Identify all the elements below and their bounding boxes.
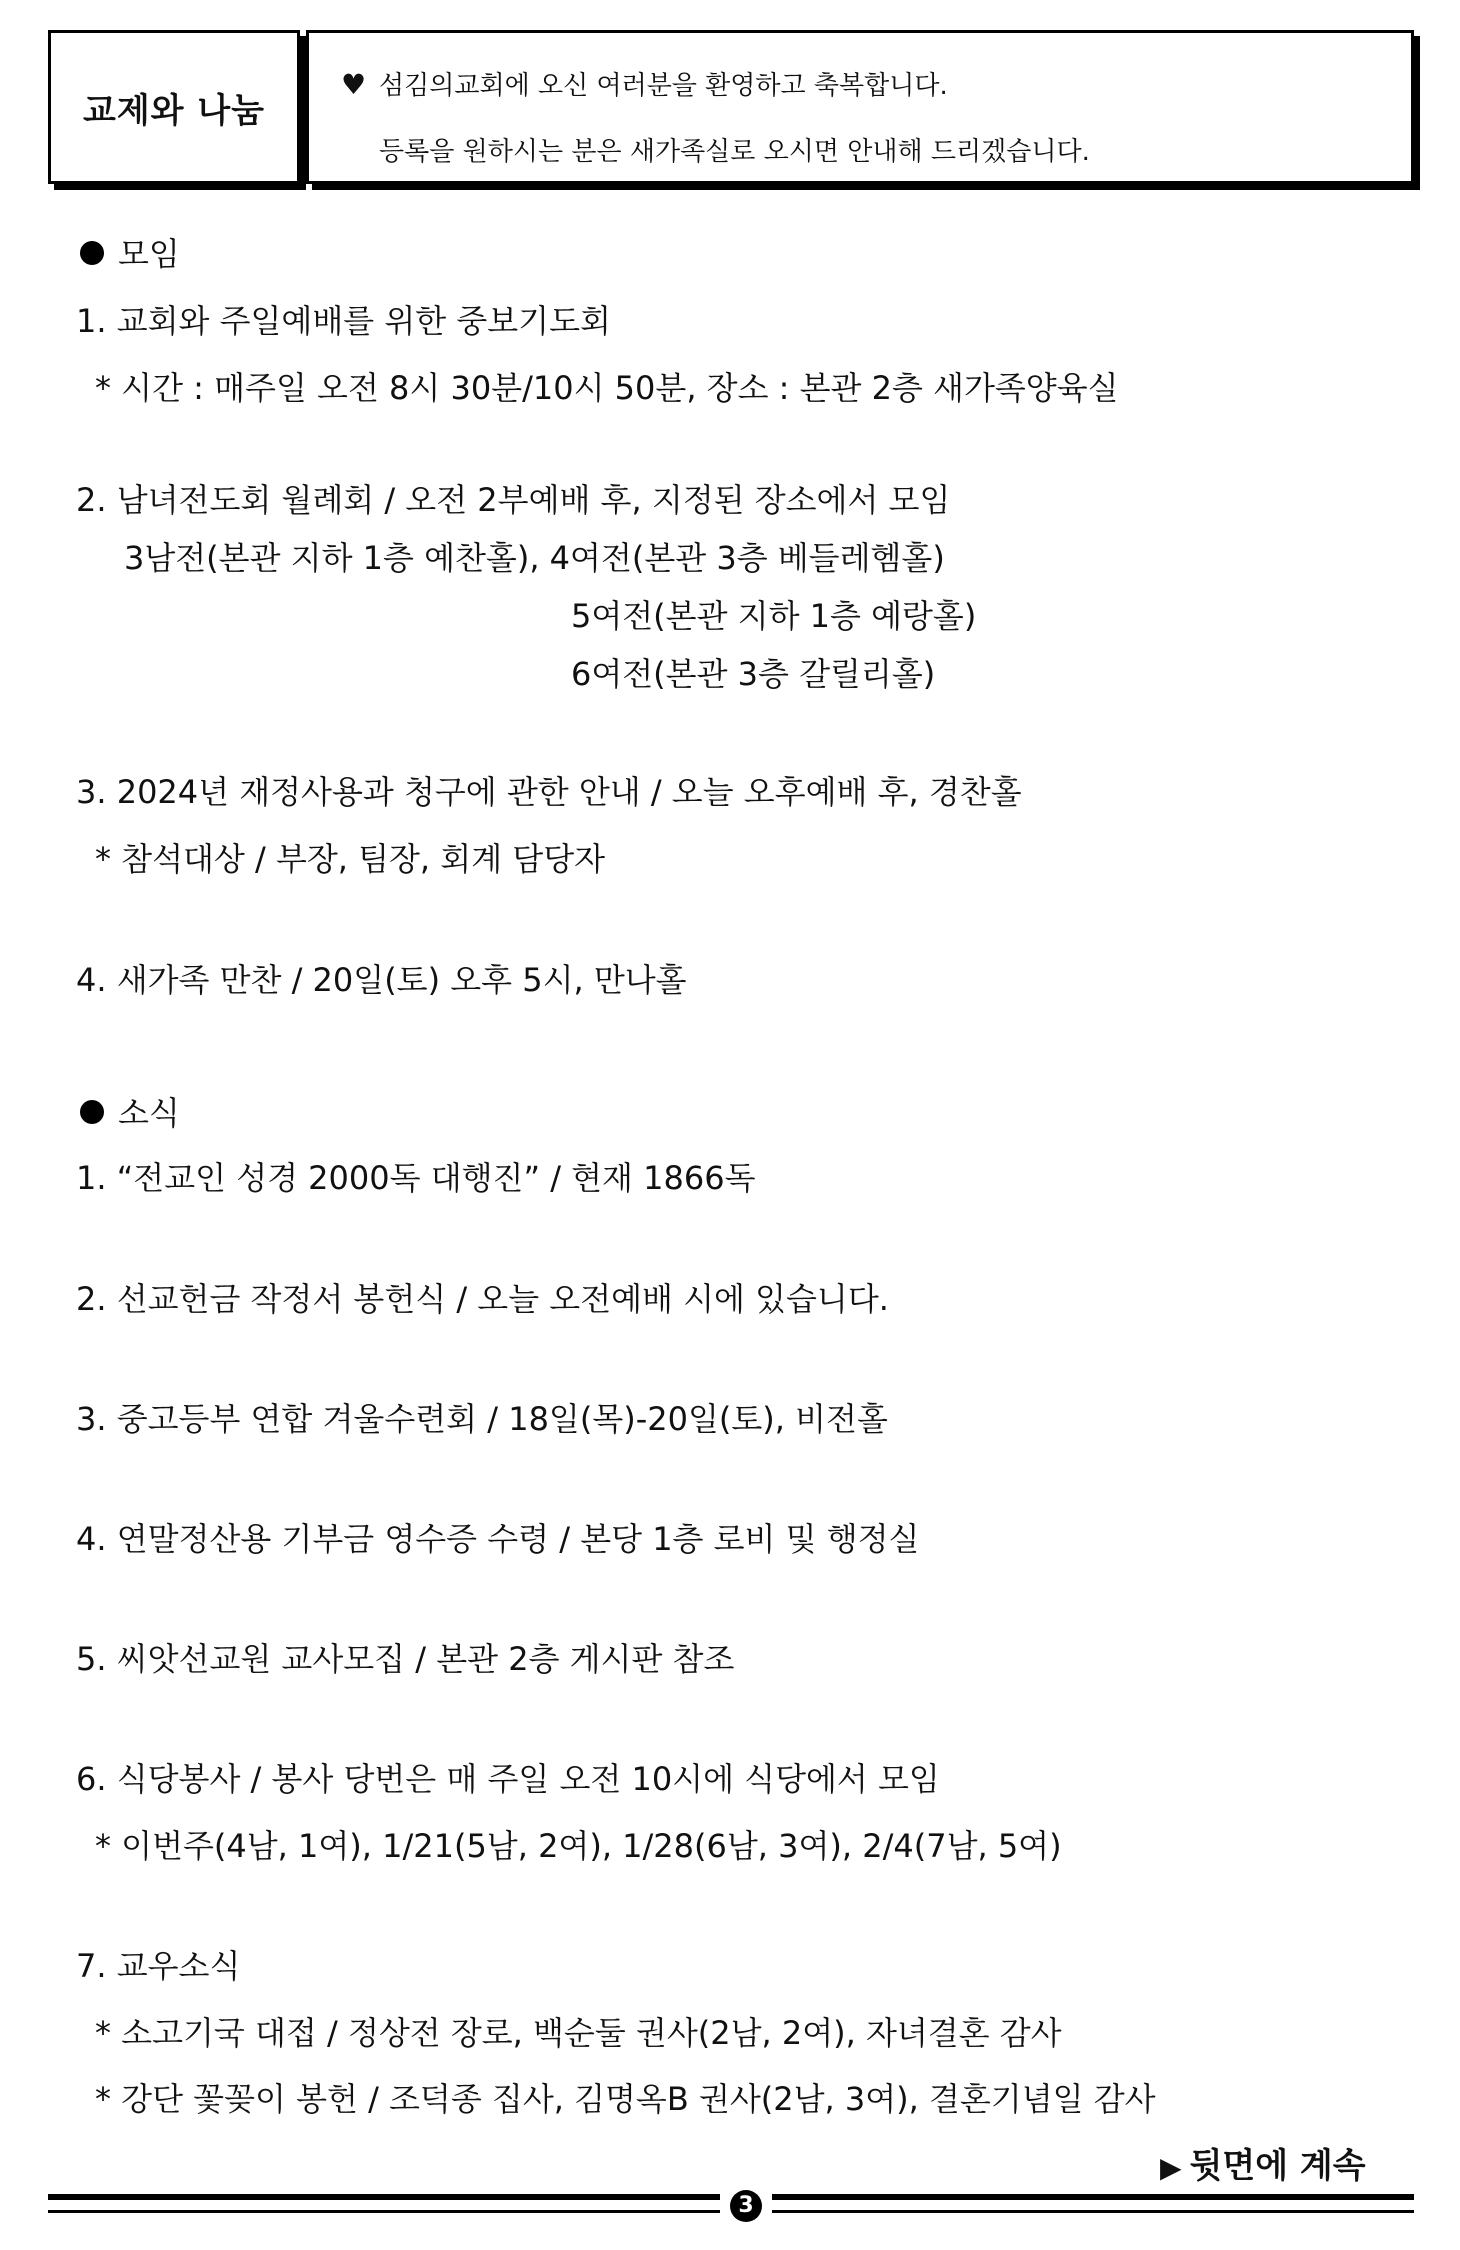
meeting-item-1: 1. 교회와 주일예배를 위한 중보기도회 <box>76 302 611 340</box>
meeting-item-2-venue-a: 3남전(본관 지하 1층 예찬홀), 4여전(본관 3층 베들레헴홀) <box>124 539 945 577</box>
footer-rule-right-thin <box>772 2210 1414 2213</box>
meeting-item-3: 3. 2024년 재정사용과 청구에 관한 안내 / 오늘 오후예배 후, 경찬홀 <box>76 773 1022 811</box>
arrow-right-icon: ▶ <box>1160 2151 1182 2184</box>
footer-rule-right <box>772 2194 1414 2200</box>
section-title-box <box>48 30 300 184</box>
news-item-7: 7. 교우소식 <box>76 1947 241 1985</box>
meeting-item-4: 4. 새가족 만찬 / 20일(토) 오후 5시, 만나홀 <box>76 961 687 999</box>
footer-rule-left-thin <box>48 2210 720 2213</box>
news-item-7-detail-2: * 강단 꽃꽂이 봉헌 / 조덕종 집사, 김명옥B 권사(2남, 3여), 결혼기념일 감사 <box>95 2080 1156 2118</box>
meeting-item-3-detail: * 참석대상 / 부장, 팀장, 회계 담당자 <box>95 840 606 878</box>
news-item-6-detail: * 이번주(4남, 1여), 1/21(5남, 2여), 1/28(6남, 3여), 2/4(7남, 5여) <box>95 1827 1062 1865</box>
section-title: 교제와 나눔 <box>82 90 266 131</box>
news-item-6: 6. 식당봉사 / 봉사 당번은 매 주일 오전 10시에 식당에서 모임 <box>76 1760 940 1798</box>
meeting-item-2: 2. 남녀전도회 월례회 / 오전 2부예배 후, 지정된 장소에서 모임 <box>76 481 951 519</box>
welcome-box <box>306 30 1414 184</box>
news-item-4: 4. 연말정산용 기부금 영수증 수령 / 본당 1층 로비 및 행정실 <box>76 1520 920 1558</box>
news-item-5: 5. 씨앗선교원 교사모집 / 본관 2층 게시판 참조 <box>76 1640 735 1678</box>
meeting-item-1-detail: * 시간 : 매주일 오전 8시 30분/10시 50분, 장소 : 본관 2층 새가족양육실 <box>95 369 1119 407</box>
meeting-item-2-venue-c: 6여전(본관 3층 갈릴리홀) <box>571 655 936 693</box>
news-item-7-detail-1: * 소고기국 대접 / 정상전 장로, 백순둘 권사(2남, 2여), 자녀결혼 감사 <box>95 2014 1062 2052</box>
meetings-heading: 모임 <box>80 238 180 270</box>
footer-rule-left <box>48 2194 720 2200</box>
news-item-2: 2. 선교헌금 작정서 봉헌식 / 오늘 오전예배 시에 있습니다. <box>76 1280 889 1318</box>
news-item-3: 3. 중고등부 연합 겨울수련회 / 18일(목)-20일(토), 비전홀 <box>76 1400 888 1438</box>
meeting-item-2-venue-b: 5여전(본관 지하 1층 예랑홀) <box>571 597 977 635</box>
page-number: 3 <box>730 2190 762 2222</box>
welcome-line-1: ♥ 섬김의교회에 오신 여러분을 환영하고 축복합니다. <box>341 68 948 101</box>
bullet-icon <box>80 1100 104 1124</box>
welcome-line-2: 등록을 원하시는 분은 새가족실로 오시면 안내해 드리겠습니다. <box>379 137 1090 167</box>
news-heading: 소식 <box>80 1097 180 1129</box>
continue-note: ▶ 뒷면에 계속 <box>1160 2146 1366 2186</box>
heart-icon: ♥ <box>341 68 367 101</box>
bullet-icon <box>80 241 104 265</box>
news-item-1: 1. “전교인 성경 2000독 대행진” / 현재 1866독 <box>76 1159 756 1197</box>
